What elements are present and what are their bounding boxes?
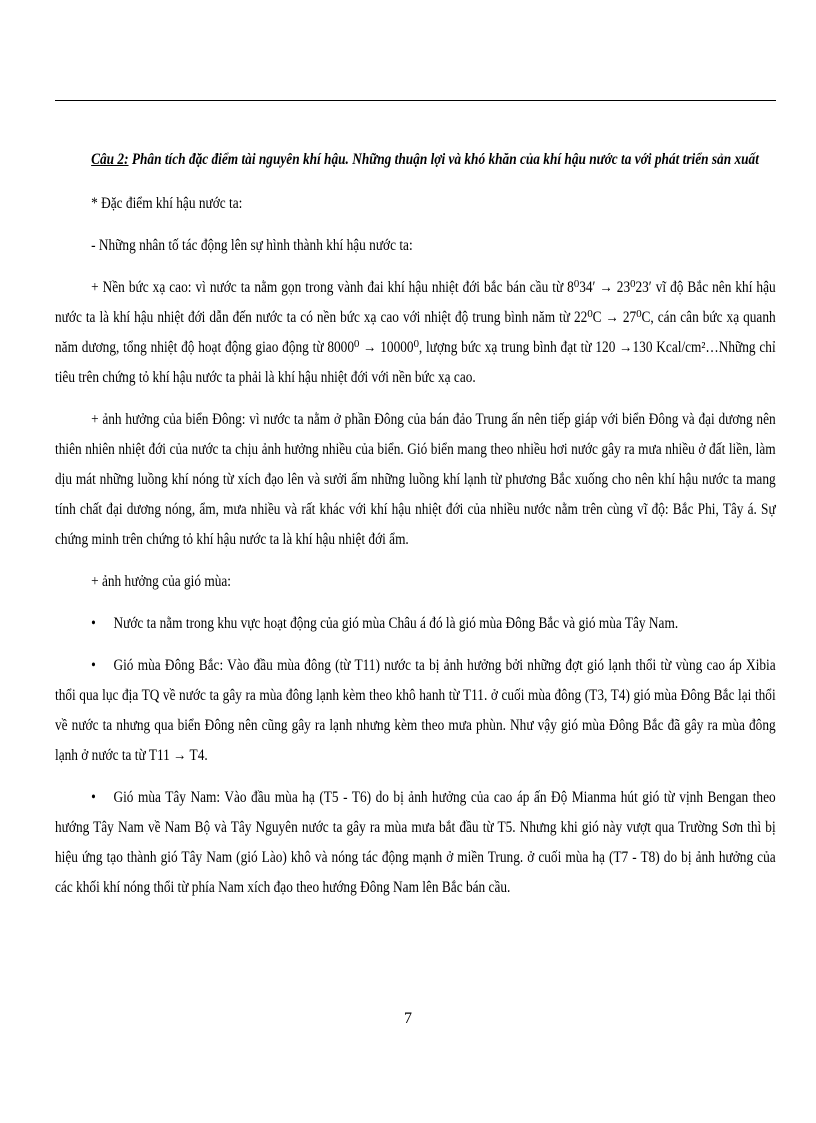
bullet-text: Gió mùa Tây Nam: Vào đầu mùa hạ (T5 - T6) do bị ảnh hưởng của cao áp ấn Độ Mianma hút gió từ vịnh Bengan theo hướng Tây Nam về Nam Bộ và Tây Nguyên nước ta gây ra mùa mưa bắt đầu từ T5. Nhưng khi gió này vượt qua Trường Sơn thì bị hiệu ứng tạo thành gió Tây Nam (gió Lào) khô và nóng tác động mạnh ở miền Trung. ở cuối mùa hạ (T7 - T8) do bị ảnh hưởng của các khối khí nóng thổi từ phía Nam xích đạo theo hướng Đông Nam lên Bắc bán cầu. <box>55 789 776 896</box>
paragraph-radiation: + Nền bức xạ cao: vì nước ta nằm gọn trong vành đai khí hậu nhiệt đới bắc bán cầu từ 8⁰34′ → 23⁰23′ vĩ độ Bắc nên khí hậu nước ta là khí hậu nhiệt đới dẫn đến nước ta có nền bức xạ cao với nhiệt độ trung bình năm từ 22⁰C → 27⁰C, cán cân bức xạ quanh năm dương, tổng nhiệt độ hoạt động giao động từ 8000⁰ → 10000⁰, lượng bức xạ trung bình đạt từ 120 →130 Kcal/cm²…Những chỉ tiêu trên chứng tỏ khí hậu nước ta phải là khí hậu nhiệt đới với nền bức xạ cao. <box>55 279 776 386</box>
bullet-item-northeast-monsoon <box>55 651 776 771</box>
paragraph-east-sea: + ảnh hưởng của biển Đông: vì nước ta nằm ở phần Đông của bán đảo Trung ấn nên tiếp giáp với biển Đông và đại dương nên thiên nhiên nhiệt đới của nước ta chịu ảnh hưởng nhiều của biển. Gió biển mang theo nhiều hơi nước gây ra mưa nhiều ở đất liền, làm dịu mát những luồng khí nóng từ xích đạo lên và sưởi ấm những luồng khí lạnh từ phương Bắc xuống cho nên khí hậu nước ta mang tính chất đại dương nóng, ẩm, mưa nhiều và rất khác với khí hậu nhiệt đới của nhiều nước nằm trên cùng vĩ độ: Bắc Phi, Tây á. Sự chứng minh trên chứng tỏ khí hậu nước ta là khí hậu nhiệt đới ẩm. <box>55 411 776 548</box>
paragraph-monsoon: + ảnh hưởng của gió mùa: <box>91 573 232 590</box>
bullet-text: Nước ta nằm trong khu vực hoạt động của gió mùa Châu á đó là gió mùa Đông Bắc và gió mùa Tây Nam. <box>113 615 679 632</box>
document-body <box>55 145 776 915</box>
bullet-icon: • <box>91 789 96 806</box>
bullet-icon: • <box>91 615 96 632</box>
bullet-icon: • <box>91 657 96 674</box>
question-text: Phân tích đặc điểm tài nguyên khí hậu. Những thuận lợi và khó khăn của khí hậu nước ta với phát triển sản xuất <box>128 151 759 168</box>
bullet-text: Gió mùa Đông Bắc: Vào đầu mùa đông (từ T11) nước ta bị ảnh hưởng bởi những đợt gió lạnh thổi từ vùng cao áp Xibia thổi qua lục địa TQ về nước ta gây ra mùa đông lạnh kèm theo khô hanh từ T11. ở cuối mùa đông (T3, T4) gió mùa Đông Bắc lại thổi về nước ta nhưng qua biển Đông nên cũng gây ra lạnh nhưng kèm theo mưa phùn. Như vậy gió mùa Đông Bắc đã gây ra mùa đông lạnh ở nước ta từ T11 → T4. <box>55 657 776 764</box>
page-number: 7 <box>404 1010 412 1027</box>
question-label: Câu 2: <box>91 151 129 168</box>
paragraph-climate-features: * Đặc điểm khí hậu nước ta: <box>91 195 243 212</box>
paragraph-factors: - Những nhân tố tác động lên sự hình thành khí hậu nước ta: <box>91 237 413 254</box>
bullet-item-southwest-monsoon <box>55 783 776 903</box>
bullet-item-monsoon-region <box>55 609 776 639</box>
question-heading <box>55 145 776 175</box>
header-rule <box>55 100 776 101</box>
